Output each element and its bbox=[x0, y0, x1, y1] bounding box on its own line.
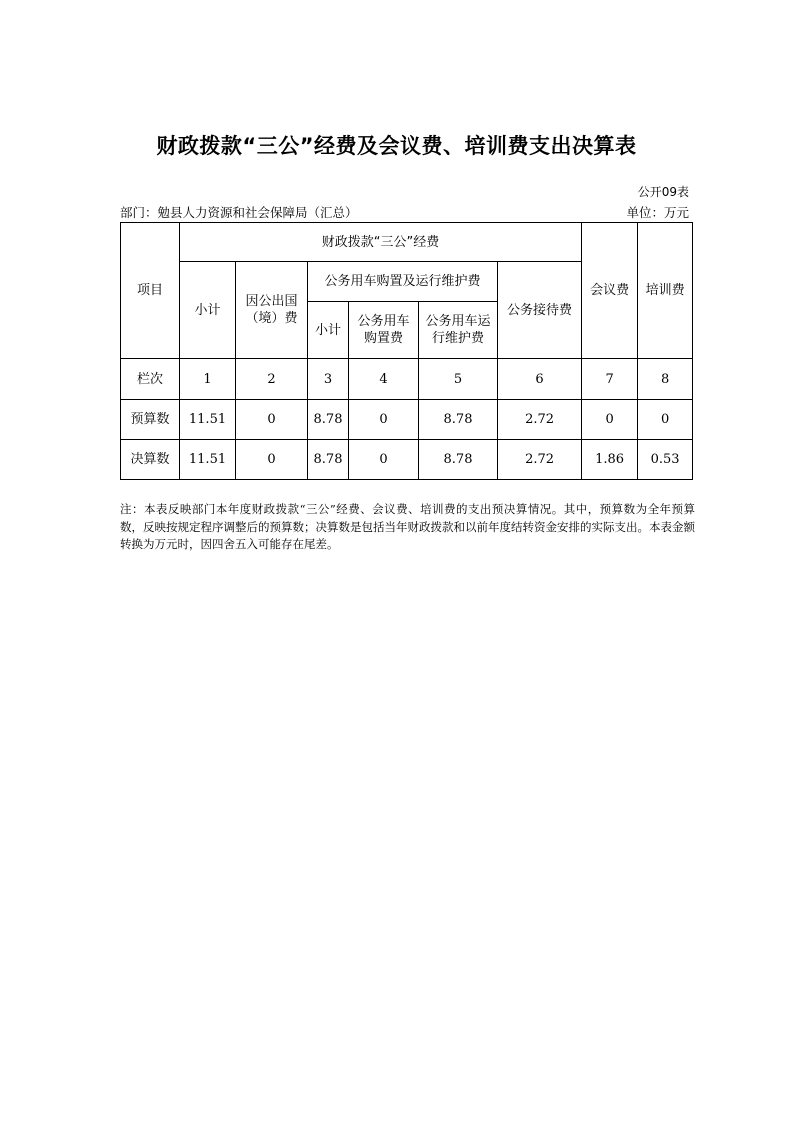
header-vehicle-ops bbox=[419, 302, 498, 359]
unit-label: 单位：万元 bbox=[626, 205, 689, 220]
table-cell: 11.51 bbox=[180, 400, 236, 440]
header-reception: 公务接待费 bbox=[498, 262, 582, 359]
header-vehicle-purchase-line2: 购置费 bbox=[363, 331, 403, 346]
table-cell: 11.51 bbox=[180, 440, 236, 480]
expenditure-table bbox=[120, 222, 693, 480]
table-cell: 1.86 bbox=[582, 440, 638, 480]
header-abroad-line1: 因公出国 bbox=[245, 294, 298, 309]
table-cell: 0 bbox=[349, 440, 419, 480]
header-vehicle-purchase-line1: 公务用车 bbox=[357, 314, 410, 329]
table-cell: 0.53 bbox=[638, 440, 693, 480]
table-cell: 3 bbox=[308, 359, 349, 400]
table-cell: 0 bbox=[638, 400, 693, 440]
table-cell: 8.78 bbox=[419, 400, 498, 440]
row-label: 栏次 bbox=[121, 359, 180, 400]
table-cell: 8.78 bbox=[419, 440, 498, 480]
header-abroad-line2: （境）费 bbox=[245, 311, 298, 326]
table-cell: 8 bbox=[638, 359, 693, 400]
form-number: 公开09表 bbox=[637, 185, 689, 199]
table-cell: 0 bbox=[582, 400, 638, 440]
header-training: 培训费 bbox=[638, 223, 693, 359]
header-abroad bbox=[236, 262, 308, 359]
table-cell: 7 bbox=[582, 359, 638, 400]
table-cell: 0 bbox=[349, 400, 419, 440]
footnote: 注：本表反映部门本年度财政拨款“三公”经费、会议费、培训费的支出预决算情况。其中，预算数为全年预算数，反映按规定程序调整后的预算数；决算数是包括当年财政拨款和以前年度结转资金安排的实际支出。本表金额转换为万元时，因四舍五入可能存在尾差。 bbox=[120, 502, 695, 551]
table-cell: 8.78 bbox=[308, 400, 349, 440]
table-cell: 2 bbox=[236, 359, 308, 400]
row-label: 预算数 bbox=[121, 400, 180, 440]
header-three-public: 财政拨款“三公”经费 bbox=[180, 223, 582, 262]
table-row bbox=[121, 359, 693, 400]
table-cell: 6 bbox=[498, 359, 582, 400]
table-cell: 1 bbox=[180, 359, 236, 400]
table-cell: 5 bbox=[419, 359, 498, 400]
header-vehicle-ops-line2: 行维护费 bbox=[431, 331, 484, 346]
table-cell: 2.72 bbox=[498, 440, 582, 480]
header-vehicle-ops-line1: 公务用车运 bbox=[425, 314, 491, 329]
header-meeting: 会议费 bbox=[582, 223, 638, 359]
header-vehicle-purchase bbox=[349, 302, 419, 359]
table-cell: 2.72 bbox=[498, 400, 582, 440]
table-cell: 0 bbox=[236, 400, 308, 440]
header-vehicle-subtotal: 小计 bbox=[308, 302, 349, 359]
page-title: 财政拨款“三公”经费及会议费、培训费支出决算表 bbox=[156, 134, 637, 158]
department-label: 部门：勉县人力资源和社会保障局（汇总） bbox=[120, 205, 358, 220]
table-cell: 4 bbox=[349, 359, 419, 400]
table-cell: 8.78 bbox=[308, 440, 349, 480]
table-cell: 0 bbox=[236, 440, 308, 480]
table-row bbox=[121, 440, 693, 480]
header-item: 项目 bbox=[121, 223, 180, 359]
table-row bbox=[121, 400, 693, 440]
header-subtotal: 小计 bbox=[180, 262, 236, 359]
header-vehicle-group: 公务用车购置及运行维护费 bbox=[308, 262, 498, 302]
row-label: 决算数 bbox=[121, 440, 180, 480]
